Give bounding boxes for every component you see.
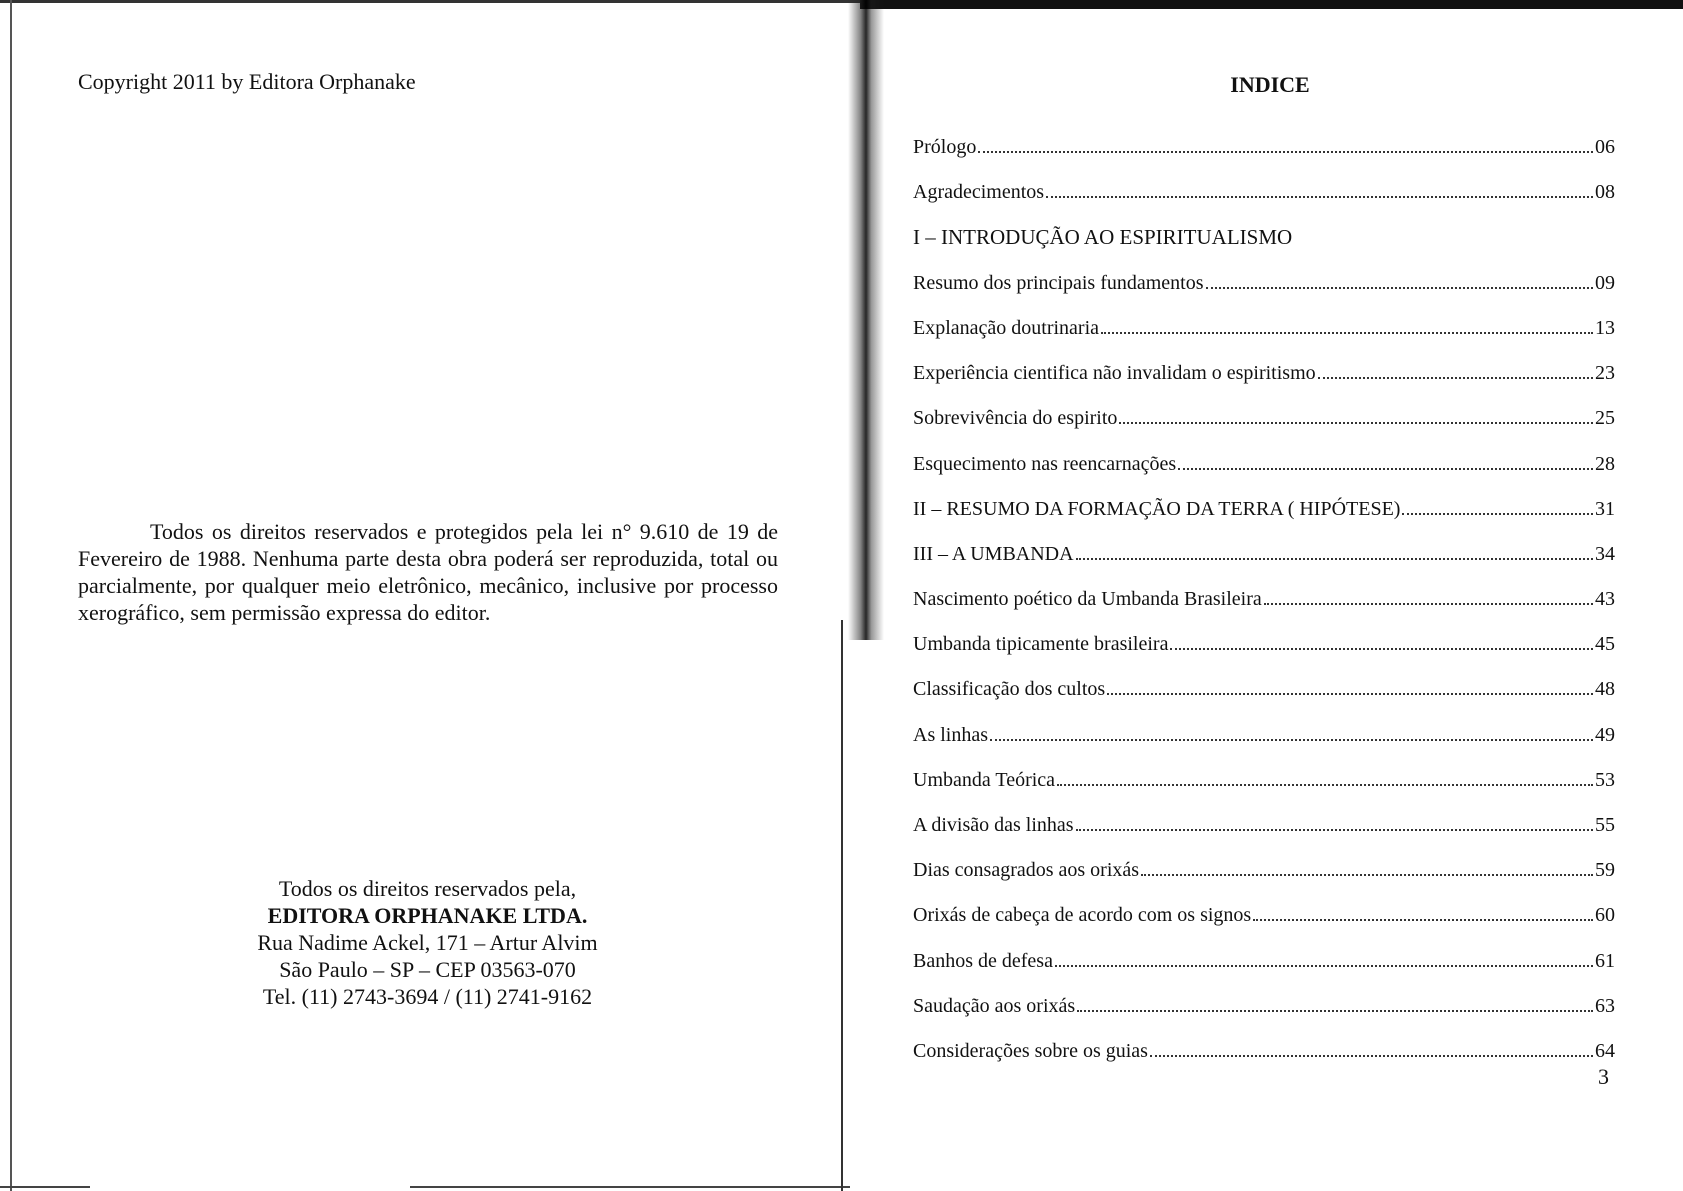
publisher-address: Rua Nadime Ackel, 171 – Artur Alvim (257, 930, 598, 955)
toc-entry-page: 48 (1595, 678, 1615, 701)
toc-entry (913, 882, 1615, 927)
toc-entry-label: III – A UMBANDA (913, 542, 1074, 565)
toc-entry-label: Umbanda tipicamente brasileira (913, 633, 1169, 656)
toc-entry-page: 13 (1595, 316, 1615, 339)
toc-dot-leader (1141, 874, 1593, 876)
toc-entry-label: Sobrevivência do espirito (913, 407, 1118, 430)
toc-dot-leader (1150, 1055, 1593, 1057)
toc-entry-label: II – RESUMO DA FORMAÇÃO DA TERRA ( HIPÓTESE) (913, 497, 1401, 520)
toc-entry-page: 43 (1595, 588, 1615, 611)
toc-entry-label: I – INTRODUÇÃO AO ESPIRITUALISMO (913, 224, 1293, 249)
toc-entry-label: Resumo dos principais fundamentos (913, 271, 1204, 294)
toc-entry-page: 06 (1595, 136, 1615, 159)
toc-dot-leader (1107, 693, 1593, 695)
toc-entry-page: 60 (1595, 904, 1615, 927)
toc-dot-leader (978, 151, 1593, 153)
toc-entry-label: Nascimento poético da Umbanda Brasileira (913, 588, 1262, 611)
toc-entry-label: Considerações sobre os guias (913, 1039, 1148, 1062)
toc-dot-leader (1046, 196, 1593, 198)
book-gutter-line (841, 620, 843, 1191)
toc-entry (913, 656, 1615, 701)
toc-entry-label: Agradecimentos (913, 181, 1045, 204)
toc-entry-page: 28 (1595, 452, 1615, 475)
toc-entry (913, 973, 1615, 1018)
toc-dot-leader (1253, 919, 1593, 921)
toc-entry-page: 59 (1595, 859, 1615, 882)
toc-entry-page: 25 (1595, 407, 1615, 430)
toc-entry-page: 31 (1595, 497, 1615, 520)
toc-dot-leader (1055, 965, 1593, 967)
toc-dot-leader (1178, 468, 1593, 470)
toc-entry-page: 08 (1595, 181, 1615, 204)
toc-entry (913, 837, 1615, 882)
publisher-name: EDITORA ORPHANAKE LTDA. (267, 903, 588, 928)
toc-entry-label: Explanação doutrinaria (913, 316, 1100, 339)
toc-entry-page: 63 (1595, 994, 1615, 1017)
toc-entry (913, 204, 1615, 249)
toc-entry-page: 61 (1595, 949, 1615, 972)
toc-entry (913, 159, 1615, 204)
publisher-phone: Tel. (11) 2743-3694 / (11) 2741-9162 (262, 984, 593, 1009)
scan-bottom-edge (0, 1186, 90, 1188)
toc-entry-label: Experiência cientifica não invalidam o espiritismo (913, 362, 1316, 385)
toc-dot-leader (1076, 558, 1593, 560)
toc-entry-page: 64 (1595, 1039, 1615, 1062)
toc-entry-label: Saudação aos orixás (913, 994, 1076, 1017)
toc-entry (913, 385, 1615, 430)
toc-dot-leader (1206, 287, 1593, 289)
toc-entry-label: Esquecimento nas reencarnações (913, 452, 1177, 475)
toc-entry-page: 45 (1595, 633, 1615, 656)
toc-entry-label: As linhas (913, 723, 988, 746)
toc-entry (913, 792, 1615, 837)
toc-entry-label: Umbanda Teórica (913, 768, 1056, 791)
toc-entry (913, 701, 1615, 746)
toc-entry-label: Banhos de defesa (913, 949, 1053, 972)
toc-entry-label: Classificação dos cultos (913, 678, 1106, 701)
copyright-line: Copyright 2011 by Editora Orphanake (78, 69, 416, 94)
toc-entry (913, 927, 1615, 972)
toc-entry-label: A divisão das linhas (913, 814, 1074, 836)
toc-entry-label: Orixás de cabeça de acordo com os signos (913, 904, 1252, 927)
scan-bottom-edge (410, 1186, 850, 1188)
rights-paragraph: Todos os direitos reservados e protegidos pela lei n° 9.610 de 19 de Fevereiro de 1988. Nenhuma parte desta obra poderá ser reproduzida, total ou parcialmente, por qualquer meio eletrônico, mecânico, inclusive por processo xerográfico, sem permissão expressa do editor. (78, 519, 778, 625)
toc-entry (913, 611, 1615, 656)
toc-dot-leader (1077, 1010, 1593, 1012)
toc-entry (913, 747, 1615, 792)
toc-entry (913, 340, 1615, 385)
toc-entry (913, 250, 1615, 295)
toc-dot-leader (1076, 829, 1593, 831)
toc-entry (913, 476, 1615, 521)
book-gutter-shadow (848, 0, 884, 640)
toc-entry-page: 34 (1595, 542, 1615, 565)
toc-entry (913, 521, 1615, 566)
toc-dot-leader (1264, 603, 1593, 605)
scan-top-edge-right (860, 0, 1683, 9)
toc-entry (913, 114, 1615, 159)
toc-entry-page: 49 (1595, 723, 1615, 746)
toc-dot-leader (990, 739, 1593, 741)
toc-entry-label: Prólogo (913, 136, 977, 159)
toc-entry (913, 566, 1615, 611)
scan-left-edge (10, 0, 12, 1191)
toc-dot-leader (1318, 377, 1593, 379)
toc-dot-leader (1057, 784, 1593, 786)
toc-entry (913, 295, 1615, 340)
page-number: 3 (1598, 1064, 1609, 1089)
toc-dot-leader (1101, 332, 1593, 334)
toc-entry-label: Dias consagrados aos orixás (913, 859, 1140, 882)
publisher-block (200, 875, 655, 1010)
publisher-intro: Todos os direitos reservados pela, (278, 876, 577, 901)
toc-entry-page: 09 (1595, 271, 1615, 294)
toc-dot-leader (1402, 513, 1593, 515)
toc-entry (913, 430, 1615, 475)
table-of-contents (913, 114, 1615, 1063)
toc-dot-leader (1170, 648, 1593, 650)
toc-entry-page: 23 (1595, 362, 1615, 385)
toc-entry-page: 53 (1595, 768, 1615, 791)
toc-title: INDICE (1230, 72, 1310, 97)
publisher-city: São Paulo – SP – CEP 03563-070 (279, 957, 576, 982)
toc-entry-page: 55 (1595, 814, 1615, 836)
toc-dot-leader (1119, 422, 1593, 424)
toc-entry (913, 1018, 1615, 1063)
scan-top-edge-left (0, 0, 860, 3)
